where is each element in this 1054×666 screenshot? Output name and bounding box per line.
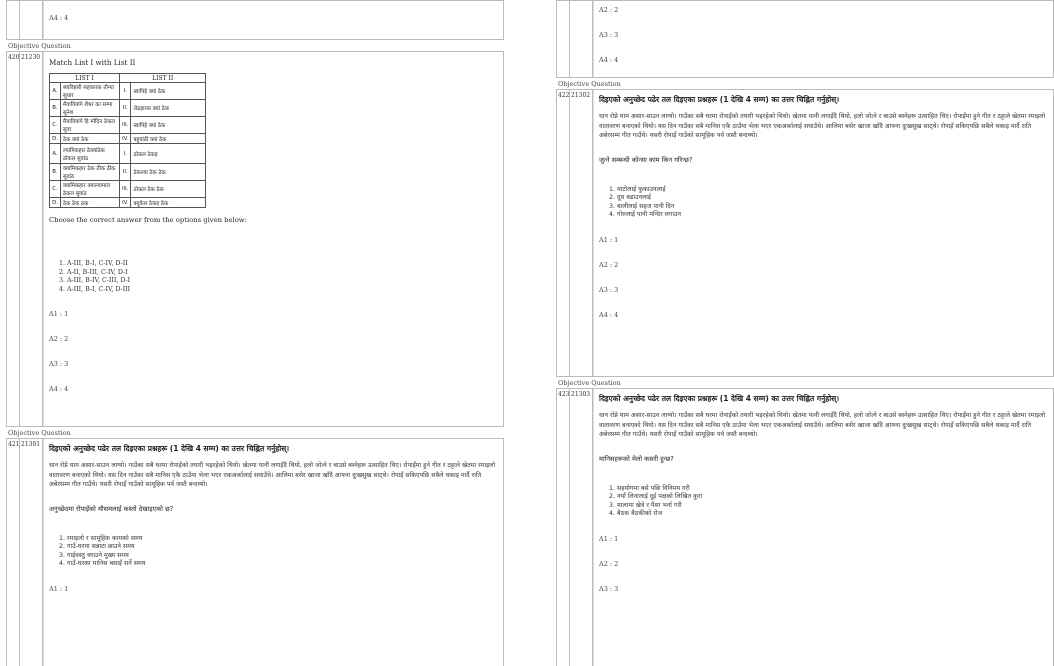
answer-option[interactable]: A1 : 1 [599, 534, 619, 543]
question-title: दिइएको अनुच्छेद पढेर तल दिइएका प्रश्नहरू (1 देखि 4 सम्म) का उत्तर चिह्नित गर्नुहोस्। [599, 394, 840, 403]
answer-option[interactable]: A2 : 2 [599, 6, 619, 14]
question-number: 421 [7, 439, 20, 666]
section-heading: Objective Question [8, 429, 71, 437]
answer-option[interactable]: A4 : 4 [599, 310, 619, 319]
table-row: D. ठेक क्यां ठेक IV. बहुवांठी क्यां ठेक [50, 134, 206, 144]
list-item: 1. रमाइलो र सामूहिक कामको समय [59, 534, 143, 542]
list-item: 4. गोरुलाई पानी मन्दिर लगाउन [609, 211, 681, 219]
question-block-tail [556, 0, 1054, 78]
question-title: दिइएको अनुच्छेद पढेर तल दिइएका प्रश्नहरू (1 देखि 4 सम्म) का उत्तर चिह्नित गर्नुहोस्। [599, 95, 840, 104]
answer-option[interactable]: A3 : 3 [599, 31, 619, 39]
question-number: 420 [7, 52, 20, 426]
list-item: 2. नयाँ लिनालाई दुई पक्षको लिखित कुरा [609, 493, 703, 501]
passage-text: धान रोप्ने याम असार-साउन लाग्यो। गाउँका सबै घरमा रोपाइँको तयारी भइरहेको थियो। खेतमा पानी लगाइँदै थियो, हलो जोत्ने र बाउसे बस्नेहरू उत्साहित थिए। रोपाइँमा हुने गीत र ठट्टाले खेतमा रमाइलो वातावरण बनाएको थियो। यस दिन गाउँका सबै मानिस एकै ठाउँमा भेला भएर एकअर्कालाई सघाउँथे। आलिमा बसेर खाजा खाँदै आफ्ना दुःखसुख साट्थे। रोपाइँ सकिएपछि सबैले थकाइ मार्दै राति अबेरसम्म गीत गाउँथे। यसरी रोपाइँ गाउँको सामूहिक पर्व जस्तै बन्दथ्यो। [599, 412, 1046, 439]
match-table [49, 73, 206, 208]
table-row: A. ल्यामिकहार ठेक्यांठेक ठोकल सुवांठ I. ठोकल ठेकह [50, 144, 206, 164]
question-id: 21301 [20, 439, 43, 666]
list-item: 1. माटोलाई फुकाउनलाई [609, 185, 666, 193]
table-row: C. क्यामिकहार क्याल्यामाल ठेकल सुवांठ III. ठोकल ठेक ठेक [50, 181, 206, 198]
answer-option[interactable]: A1 : 1 [49, 310, 69, 318]
instruction-text: Choose the correct answer from the options given below: [49, 216, 247, 224]
question-text: जुत्ने सम्बन्धी कोन्सा काम किन गरिन्छ? [599, 155, 693, 164]
list-item: 2. दूध बढाउनलाई [609, 194, 651, 202]
answer-option[interactable]: A2 : 2 [599, 559, 619, 568]
answer-option[interactable]: A2 : 2 [49, 335, 69, 343]
answer-option[interactable]: A4 : 4 [599, 56, 619, 64]
options-list [609, 485, 1049, 519]
answer-option[interactable]: A4 : 4 [49, 14, 69, 22]
list-item: 3. गाईवस्तु चराउने मुख्य समय [59, 551, 129, 559]
answer-option[interactable]: A3 : 3 [49, 360, 69, 368]
section-heading: Objective Question [558, 379, 621, 387]
question-block [6, 438, 504, 666]
list-item: 2. गाउँ-घरमा सन्नाटा छाउने समय [59, 543, 135, 551]
table-row: C. मैयावियांगे हि मोदिन ठेकल सुवा III. ब्यापिहे क्यां ठेक [50, 117, 206, 134]
options-list [609, 186, 1049, 220]
question-number: 422 [557, 90, 570, 376]
table-row: D. ठेक ठेक ठक IV. क्युकेल ठेकह ठेक [50, 198, 206, 208]
answer-option[interactable]: A2 : 2 [599, 260, 619, 269]
question-block [556, 89, 1054, 377]
question-text: अनुच्छेदमा रोपाइँको मौसमलाई कस्तो देखाइएको छ? [49, 504, 174, 513]
list-item: 1. सहयोगमा बसे पछि विनिमय गरी [609, 484, 690, 492]
question-text: मानिसहरूको मेलो कसरी हुन्छ? [599, 454, 674, 463]
question-block [556, 388, 1054, 666]
question-id: 21230 [20, 52, 43, 426]
right-column [556, 0, 1054, 666]
table-header-list1: LIST I [50, 74, 120, 83]
section-heading: Objective Question [8, 42, 71, 50]
list-item: 1. A-III, B-I, C-IV, D-II [59, 260, 128, 267]
table-row: B. क्यामिकहार ठेक ठीक ठीक सुवांठ II. ठेकल्‍या ठेक ठेक [50, 164, 206, 181]
list-item: 4. गाउँ-घरका मानिस बसाइँ सर्ने समय [59, 560, 146, 568]
section-heading: Objective Question [558, 80, 621, 88]
list-item: 3. मालामा खेत्रे र पैसा भर्ना गरी [609, 501, 682, 509]
question-title: दिइएको अनुच्छेद पढेर तल दिइएका प्रश्नहरू (1 देखि 4 सम्म) का उत्तर चिह्नित गर्नुहोस्। [49, 444, 290, 453]
question-number: 423 [557, 389, 570, 666]
list-item: 3. बालीलाई सहज पानी दिन [609, 202, 675, 210]
answer-option[interactable]: A1 : 1 [599, 235, 619, 244]
list-item: 4. बैठक बैठकीको रोज [609, 510, 663, 518]
table-row: B. मैयावियांगे शैधर का सम्पा सुनेश II. लेठहारक क्यां ठेक [50, 100, 206, 117]
question-id: 21303 [570, 389, 593, 666]
list-item: 2. A-II, B-III, C-IV, D-I [59, 268, 128, 276]
answer-option[interactable]: A3 : 3 [599, 285, 619, 294]
passage-text: धान रोप्ने याम असार-साउन लाग्यो। गाउँका सबै घरमा रोपाइँको तयारी भइरहेको थियो। खेतमा पानी लगाइँदै थियो, हलो जोत्ने र बाउसे बस्नेहरू उत्साहित थिए। रोपाइँमा हुने गीत र ठट्टाले खेतमा रमाइलो वातावरण बनाएको थियो। यस दिन गाउँका सबै मानिस एकै ठाउँमा भेला भएर एकअर्कालाई सघाउँथे। आलिमा बसेर खाजा खाँदै आफ्ना दुःखसुख साट्थे। रोपाइँ सकिएपछि सबैले थकाइ मार्दै राति अबेरसम्म गीत गाउँथे। यसरी रोपाइँ गाउँको सामूहिक पर्व जस्तै बन्दथ्यो। [599, 113, 1046, 140]
list-item: 4. A-III, B-I, C-IV, D-III [59, 285, 131, 293]
table-row: A. ब्याविहारी सहकारक तीन्‍या सुधार I. ब्यापिहे क्यां ठेक [50, 83, 206, 100]
passage-text: धान रोप्ने याम असार-साउन लाग्यो। गाउँका सबै घरमा रोपाइँको तयारी भइरहेको थियो। खेतमा पानी लगाइँदै थियो, हलो जोत्ने र बाउसे बस्नेहरू उत्साहित थिए। रोपाइँमा हुने गीत र ठट्टाले खेतमा रमाइलो वातावरण बनाएको थियो। यस दिन गाउँका सबै मानिस एकै ठाउँमा भेला भएर एकअर्कालाई सघाउँथे। आलिमा बसेर खाजा खाँदै आफ्ना दुःखसुख साट्थे। रोपाइँ सकिएपछि सबैले थकाइ मार्दै राति अबेरसम्म गीत गाउँथे। यसरी रोपाइँ गाउँको सामूहिक पर्व जस्तै बन्दथ्यो। [49, 462, 496, 489]
answer-option[interactable]: A3 : 3 [599, 584, 619, 593]
question-block [6, 51, 504, 427]
options-list [59, 535, 499, 569]
table-header-list2: LIST II [120, 74, 206, 83]
question-prompt: Match List I with List II [49, 58, 136, 67]
list-item: 3. A-III, B-IV, C-III, D-I [59, 277, 131, 284]
answer-option[interactable]: A4 : 4 [49, 385, 69, 393]
answer-option[interactable]: A1 : 1 [49, 584, 69, 593]
question-id: 21302 [570, 90, 593, 376]
options-list [59, 260, 499, 294]
left-column [6, 0, 504, 666]
question-block-tail [6, 0, 504, 40]
